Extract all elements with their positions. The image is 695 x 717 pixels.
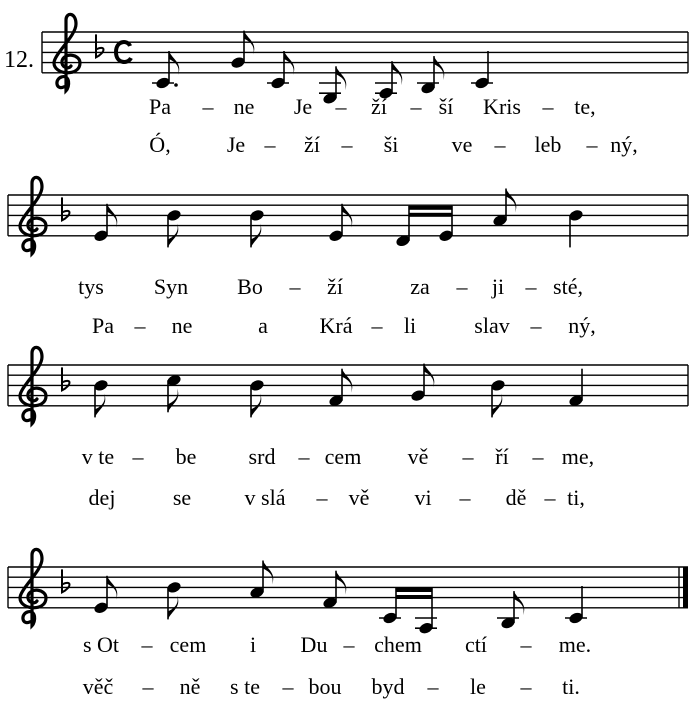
lyric-syllable: vě xyxy=(407,444,429,469)
syllable-hyphen: – xyxy=(459,485,471,510)
lyric-syllable: ji xyxy=(491,274,505,299)
lyric-syllable: ve xyxy=(451,132,473,157)
lyric-syllable: sté, xyxy=(553,274,583,299)
lyric-syllable: vi xyxy=(414,485,432,510)
lyric-syllable: le xyxy=(470,674,486,699)
lyric-syllable: ný, xyxy=(610,132,638,157)
note-beam xyxy=(409,213,452,217)
syllable-hyphen: – xyxy=(520,674,532,699)
lyric-syllable: dě xyxy=(505,485,527,510)
note-flag xyxy=(514,591,524,615)
lyric-syllable: za xyxy=(410,274,430,299)
lyric-syllable: ctí xyxy=(465,632,487,657)
syllable-hyphen: – xyxy=(542,94,554,119)
syllable-hyphen: – xyxy=(371,313,383,338)
lyric-syllable: Pa xyxy=(92,313,114,338)
lyric-syllable: Pa xyxy=(149,94,171,119)
syllable-hyphen: – xyxy=(282,674,294,699)
lyric-syllable: ší xyxy=(438,94,454,119)
lyric-syllable: s Ot xyxy=(82,632,120,657)
lyric-syllable: be xyxy=(175,444,197,469)
lyric-syllable: se xyxy=(172,485,192,510)
note-beam xyxy=(409,206,452,210)
lyric-syllable: ří xyxy=(495,444,509,469)
lyric-syllable: Je xyxy=(293,94,313,119)
lyric-syllable: ně xyxy=(179,674,201,699)
song-number: 12. xyxy=(4,47,34,73)
lyric-syllable: ti. xyxy=(562,674,580,699)
flat-sign xyxy=(96,34,104,57)
syllable-hyphen: – xyxy=(341,132,353,157)
syllable-hyphen: – xyxy=(456,274,468,299)
note-flag xyxy=(506,189,516,213)
syllable-hyphen: – xyxy=(289,274,301,299)
syllable-hyphen: – xyxy=(544,485,556,510)
lyric-syllable: me, xyxy=(561,444,595,469)
syllable-hyphen: – xyxy=(410,94,422,119)
lyric-syllable: chem xyxy=(374,632,422,657)
syllable-hyphen: – xyxy=(134,313,146,338)
lyric-syllable: ti, xyxy=(567,485,585,510)
syllable-hyphen: – xyxy=(141,632,153,657)
lyric-syllable: vě xyxy=(348,485,370,510)
syllable-hyphen: – xyxy=(520,632,532,657)
syllable-hyphen: – xyxy=(132,444,144,469)
lyric-syllable: leb xyxy=(534,132,562,157)
lyric-syllable: me. xyxy=(558,632,592,657)
syllable-hyphen: – xyxy=(530,313,542,338)
note-flag xyxy=(168,388,178,412)
syllable-hyphen: – xyxy=(202,94,214,119)
note-flag xyxy=(336,571,346,595)
syllable-hyphen: – xyxy=(316,485,328,510)
lyric-syllable: cem xyxy=(169,632,207,657)
lyric-syllable: Krá xyxy=(319,313,353,338)
lyric-syllable: li xyxy=(403,313,417,338)
syllable-hyphen: – xyxy=(427,674,439,699)
lyric-syllable: srd xyxy=(248,444,276,469)
syllable-hyphen: – xyxy=(586,132,598,157)
lyric-syllable: ši xyxy=(383,132,399,157)
lyric-syllable: ží xyxy=(371,94,387,119)
note-beam xyxy=(396,595,432,599)
note-flag xyxy=(263,561,273,585)
note-beam xyxy=(396,588,432,592)
lyric-syllable: Je xyxy=(226,132,246,157)
lyric-syllable: Bo xyxy=(237,274,263,299)
lyric-syllable: slav xyxy=(474,313,510,338)
syllable-hyphen: – xyxy=(343,632,355,657)
flat-sign xyxy=(62,367,70,390)
syllable-hyphen: – xyxy=(532,444,544,469)
lyric-syllable: dej xyxy=(88,485,116,510)
syllable-hyphen: – xyxy=(264,132,276,157)
lyric-syllable: ne xyxy=(171,313,193,338)
lyric-syllable: a xyxy=(258,313,268,338)
flat-sign xyxy=(62,569,70,592)
syllable-hyphen: – xyxy=(142,674,154,699)
lyric-syllable: ný, xyxy=(568,313,596,338)
lyric-syllable: Du xyxy=(300,632,328,657)
note-flag xyxy=(336,66,346,90)
lyric-syllable: v te xyxy=(81,444,115,469)
lyric-syllable: tys xyxy=(78,274,104,299)
syllable-hyphen: – xyxy=(494,132,506,157)
lyric-syllable: bou xyxy=(308,674,342,699)
lyric-syllable: ží xyxy=(304,132,320,157)
syllable-hyphen: – xyxy=(525,274,537,299)
syllable-hyphen: – xyxy=(335,94,347,119)
note-flag xyxy=(434,56,444,80)
final-barline xyxy=(683,567,688,608)
lyric-syllable: byd xyxy=(371,674,405,699)
lyric-syllable: Kris xyxy=(483,94,521,119)
syllable-hyphen: – xyxy=(298,444,310,469)
lyric-syllable: cem xyxy=(324,444,362,469)
lyric-syllable: te, xyxy=(574,94,596,119)
note-flag xyxy=(342,369,352,393)
lyric-syllable: i xyxy=(249,632,257,657)
flat-sign xyxy=(62,197,70,220)
lyric-syllable: věč xyxy=(82,674,114,699)
lyric-syllable: ne xyxy=(233,94,255,119)
augmentation-dot xyxy=(174,83,178,87)
lyric-syllable: v slá xyxy=(244,485,286,510)
lyric-syllable: Ó, xyxy=(149,132,171,157)
lyric-syllable: Syn xyxy=(153,274,189,299)
syllable-hyphen: – xyxy=(462,444,474,469)
lyric-syllable: s te xyxy=(230,674,260,699)
lyric-syllable: ží xyxy=(327,274,343,299)
